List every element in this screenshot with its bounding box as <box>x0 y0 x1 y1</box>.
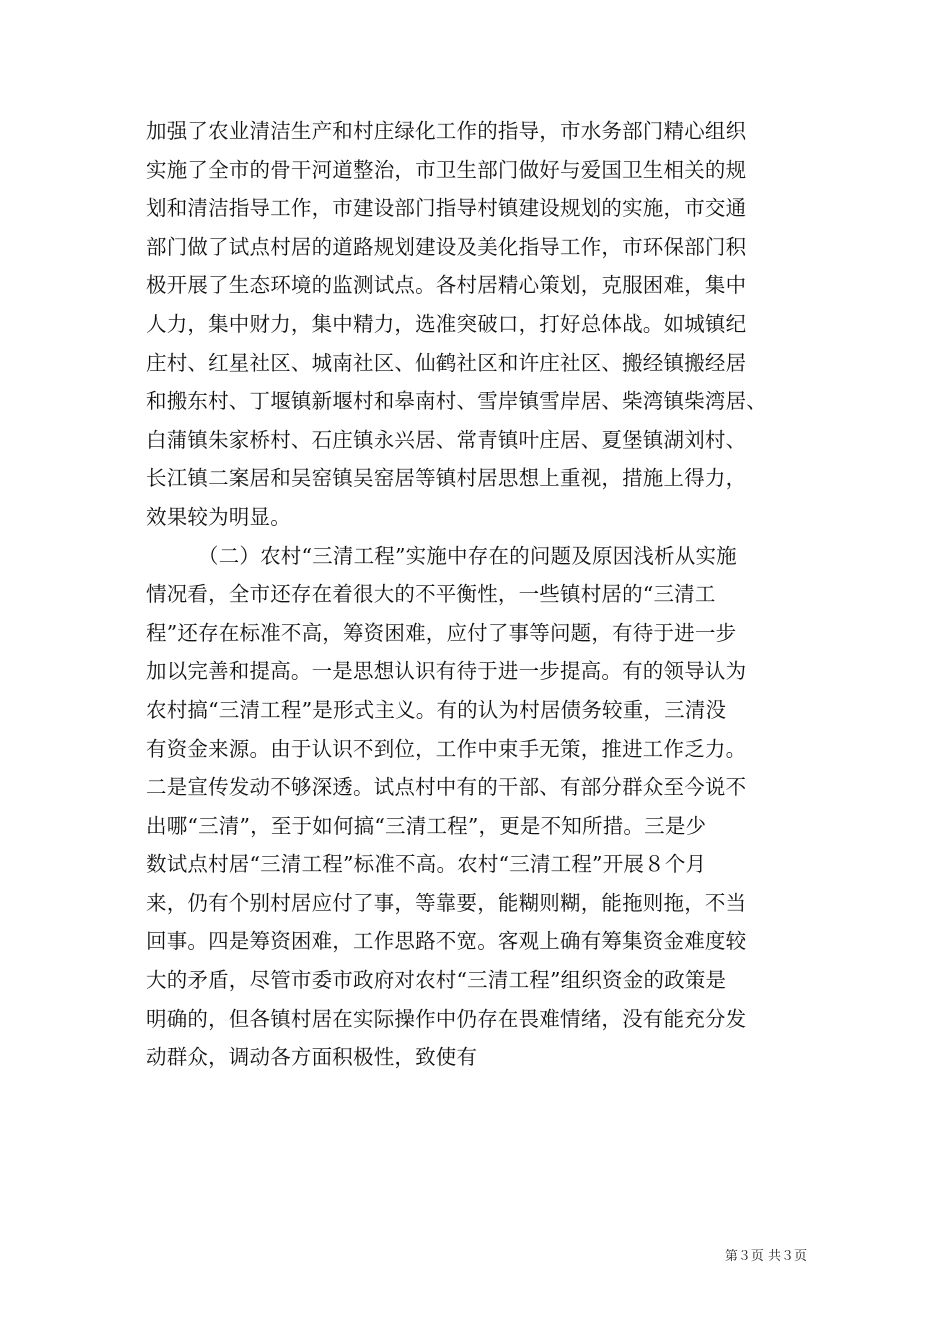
text-line: 实施了全市的骨干河道整治，市卫生部门做好与爱国卫生相关的规 <box>146 157 747 182</box>
text-line: 庄村、红星社区、城南社区、仙鹤社区和许庄社区、搬经镇搬经居 <box>146 350 747 375</box>
text-line: 来，仍有个别村居应付了事，等靠要，能糊则糊，能拖则拖，不当 <box>146 890 747 915</box>
text-line: 大的矛盾，尽管市委市政府对农村“三清工程”组织资金的政策是 <box>146 968 727 993</box>
body-text <box>146 112 818 1077</box>
text-line: 回事。四是筹资困难，工作思路不宽。客观上确有筹集资金难度较 <box>146 929 747 954</box>
text-line: 和搬东村、丁堰镇新堰村和皋南村、雪岸镇雪岸居、柴湾镇柴湾居、 <box>146 389 767 414</box>
text-line: 加强了农业清洁生产和村庄绿化工作的指导，市水务部门精心组织 <box>146 119 747 143</box>
text-line: 情况看，全市还存在着很大的不平衡性，一些镇村居的“三清工 <box>146 582 716 607</box>
text-line: 白蒲镇朱家桥村、石庄镇永兴居、常青镇叶庄居、夏堡镇湖刘村、 <box>146 427 747 452</box>
text-line: 数试点村居“三清工程”标准不高。农村“三清工程”开展８个月 <box>146 852 707 877</box>
page-number-footer: 第３页 共３页 <box>724 1249 807 1264</box>
text-line: 部门做了试点村居的道路规划建设及美化指导工作，市环保部门积 <box>146 234 747 259</box>
text-line: 加以完善和提高。一是思想认识有待于进一步提高。有的领导认为 <box>146 659 747 684</box>
text-line: 长江镇二案居和吴窑镇吴窑居等镇村居思想上重视，措施上得力， <box>146 466 747 491</box>
text-line: 极开展了生态环境的监测试点。各村居精心策划，克服困难，集中 <box>146 273 747 298</box>
text-line: 农村搞“三清工程”是形式主义。有的认为村居债务较重，三清没 <box>146 697 727 722</box>
paragraph-start-line: （二）农村“三清工程”实施中存在的问题及原因浅析从实施 <box>198 543 737 568</box>
text-line: 效果较为明显。 <box>146 504 291 529</box>
text-line: 动群众，调动各方面积极性，致使有 <box>146 1045 478 1070</box>
text-line: 划和清洁指导工作，市建设部门指导村镇建设规划的实施，市交通 <box>146 196 747 221</box>
text-line: 有资金来源。由于认识不到位，工作中束手无策，推进工作乏力。 <box>146 736 747 761</box>
text-line: 二是宣传发动不够深透。试点村中有的干部、有部分群众至今说不 <box>146 775 747 800</box>
text-line: 明确的，但各镇村居在实际操作中仍存在畏难情绪，没有能充分发 <box>146 1006 747 1031</box>
text-line: 程”还存在标准不高，筹资困难，应付了事等问题，有待于进一步 <box>146 620 737 645</box>
text-line: 人力，集中财力，集中精力，选准突破口，打好总体战。如城镇纪 <box>146 311 747 336</box>
text-line: 出哪“三清”，至于如何搞“三清工程”，更是不知所措。三是少 <box>146 813 707 838</box>
